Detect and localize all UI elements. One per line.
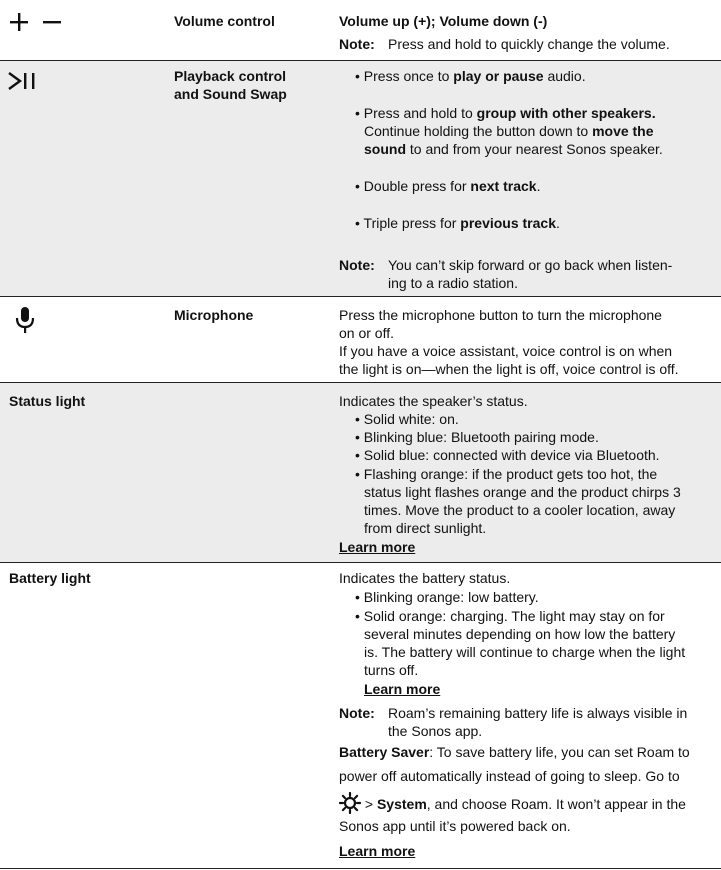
desc-line: Press the microphone button to turn the microphone [339,307,662,323]
row-label: Status light [9,393,86,409]
row-label: Battery light [9,570,91,586]
plus-icon [9,12,29,32]
list-item-cont: sound to and from your nearest Sonos speaker. [364,141,663,157]
list-item: • Press and hold to group with other speakers. [355,105,656,121]
row-label: Microphone [174,307,254,323]
note-label: Note: [339,257,375,273]
battery-saver-line: Battery Saver: To save battery life, you can set Roam to [339,744,690,760]
desc-line: Indicates the speaker’s status. [339,393,528,409]
list-item-cont: times. Move the product to a cooler location, away [364,502,676,518]
list-item-cont: Continue holding the button down to move the [364,123,654,139]
list-item: • Blinking orange: low battery. [355,589,539,605]
desc-line: Indicates the battery status. [339,570,511,586]
play-pause-icon [7,71,39,91]
desc-line: If you have a voice assistant, voice control is on when [339,343,673,359]
list-item: • Press once to play or pause audio. [355,68,586,84]
microphone-row [0,296,721,383]
desc-line: the light is on—when the light is off, voice control is off. [339,361,679,377]
note-text: You can’t skip forward or go back when listen- [388,257,673,273]
status-light-row [0,382,721,563]
list-item-cont: is. The battery will continue to charge when the light [364,644,686,660]
list-item-cont: from direct sunlight. [364,520,487,536]
row-label-line2: and Sound Swap [174,86,287,102]
playback-row [0,60,721,297]
minus-icon [42,12,62,32]
volume-row [0,0,721,60]
note-text: the Sonos app. [388,723,483,739]
list-item: • Flashing orange: if the product gets too hot, the [355,466,658,482]
learn-more-link[interactable]: Learn more [364,681,441,697]
battery-light-row [0,562,721,869]
list-item: • Blinking blue: Bluetooth pairing mode. [355,429,599,445]
list-item: • Triple press for previous track. [355,215,560,231]
list-item: • Solid orange: charging. The light may stay on for [355,608,665,624]
learn-more-link[interactable]: Learn more [339,843,416,859]
microphone-icon [14,306,36,334]
list-item-cont: status light flashes orange and the product chirps 3 [364,484,681,500]
list-item: • Double press for next track. [355,178,541,194]
note-text: ing to a radio station. [388,275,518,291]
note-text: Roam’s remaining battery life is always visible in [388,705,688,721]
list-item: • Solid white: on. [355,411,459,427]
note-text: Press and hold to quickly change the volume. [388,36,670,52]
battery-saver-line: > System, and choose Roam. It won’t appear in the [339,792,686,814]
volume-desc: Volume up (+); Volume down (-) [339,13,548,29]
note-label: Note: [339,36,375,52]
learn-more-link[interactable]: Learn more [339,539,416,555]
list-item: • Solid blue: connected with device via Bluetooth. [355,447,660,463]
note-label: Note: [339,705,375,721]
battery-saver-line: power off automatically instead of going to sleep. Go to [339,768,680,784]
row-label: Volume control [174,13,275,29]
row-label-line1: Playback control [174,68,287,84]
gear-icon [339,792,361,814]
desc-line: on or off. [339,325,395,341]
battery-saver-line: Sonos app until it’s powered back on. [339,818,571,834]
list-item-cont: several minutes depending on how low the battery [364,626,676,642]
list-item-cont: turns off. [364,662,419,678]
